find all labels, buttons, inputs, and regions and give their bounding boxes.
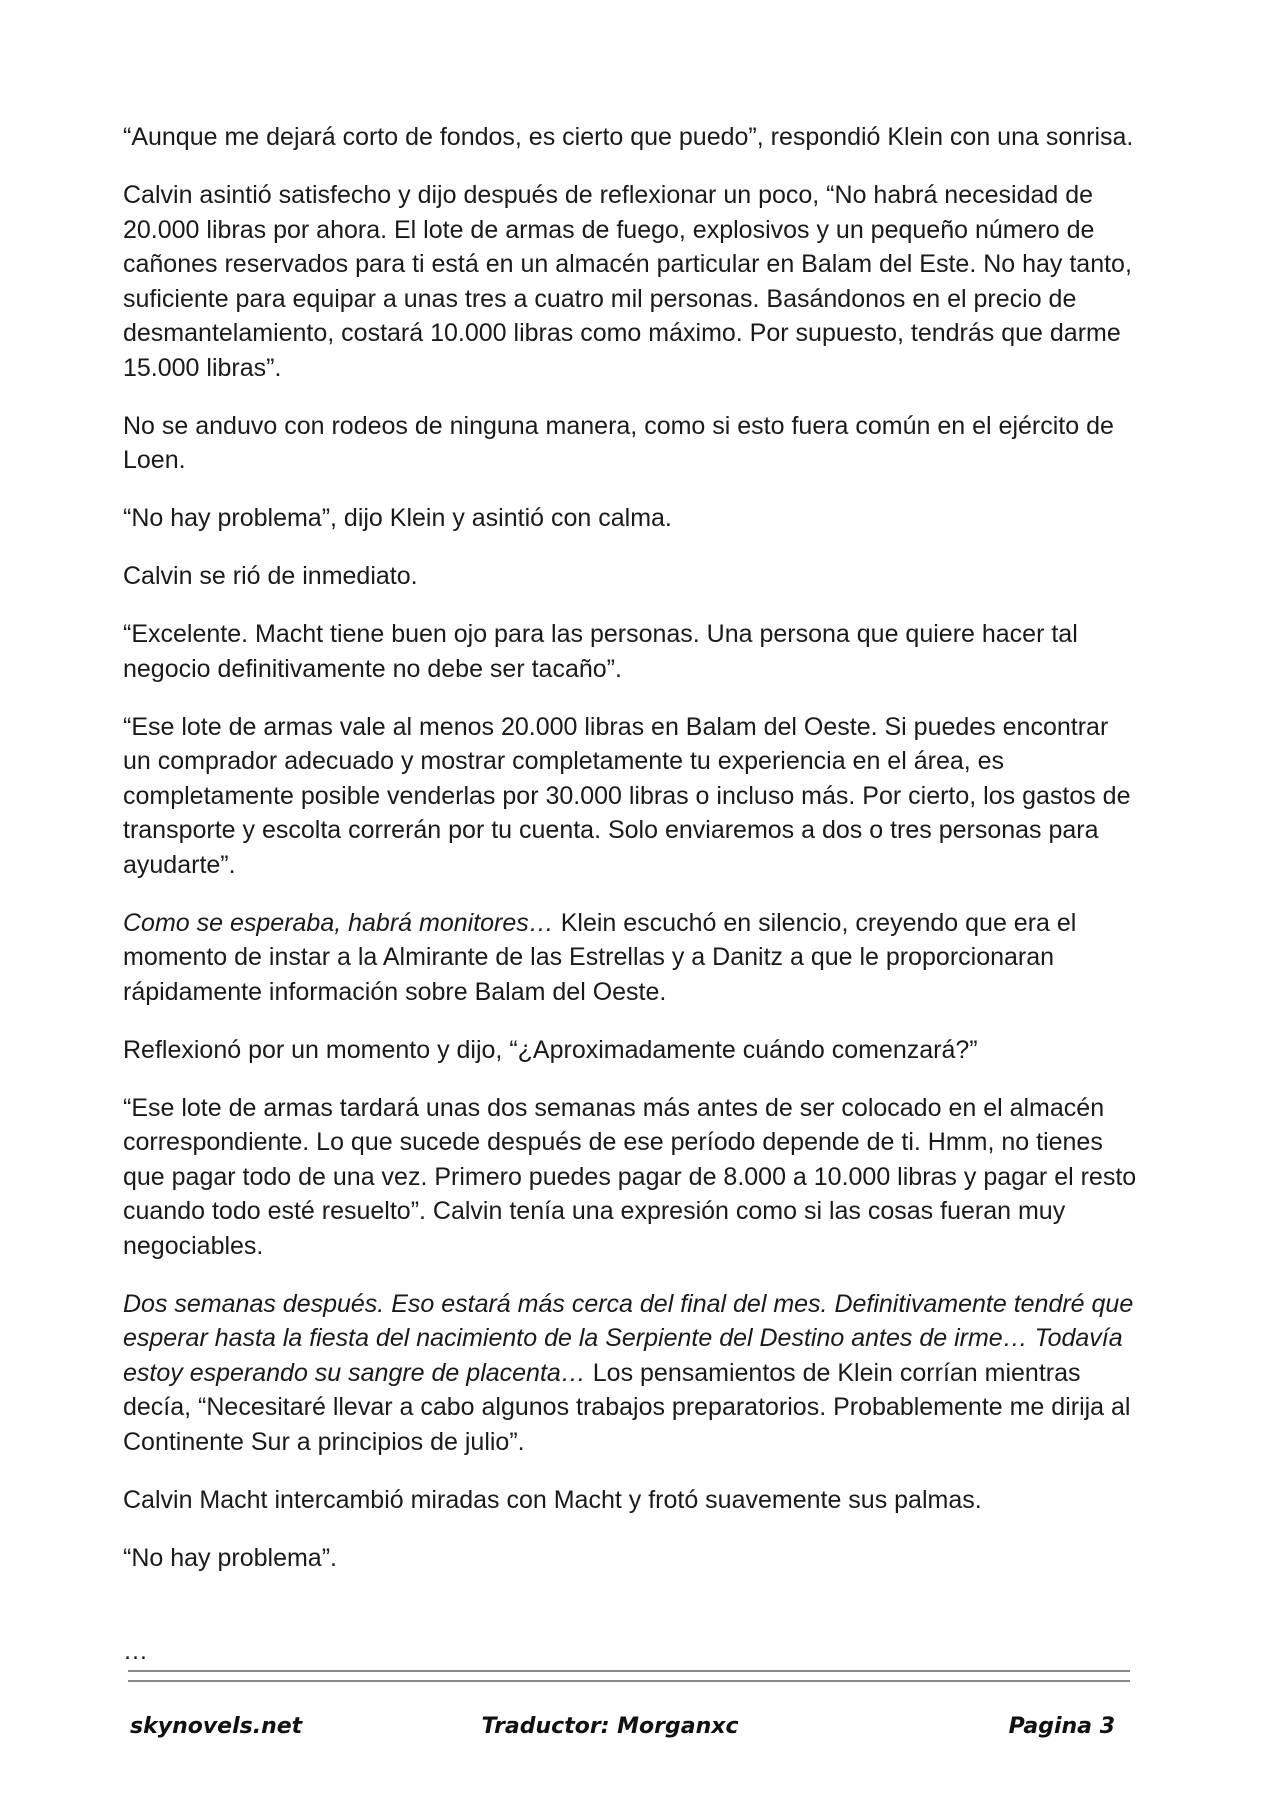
paragraph [123,1541,1143,1576]
paragraph [123,1287,1143,1460]
paragraph-text: Calvin se rió de inmediato. [123,562,418,590]
body-text [123,120,1143,1599]
paragraph [123,1483,1143,1518]
paragraph-text: “Excelente. Macht tiene buen ojo para las personas. Una persona que quiere hacer tal negocio definitivamente no debe ser tacaño”. [123,620,1078,683]
paragraph-text: “Aunque me dejará corto de fondos, es cierto que puedo”, respondió Klein con una sonrisa. [123,123,1134,151]
footer-page-number: Pagina 3 [1008,1714,1115,1739]
paragraph [123,1091,1143,1264]
paragraph-text: “Ese lote de armas tardará unas dos semanas más antes de ser colocado en el almacén correspondiente. Lo que sucede después de ese período depende de ti. Hmm, no tienes que pagar todo de una vez. Primero puedes pagar de 8.000 a 10.000 libras y pagar el resto cuando todo esté resuelto”. Calvin tenía una expresión como si las cosas fueran muy negociables. [123,1093,1137,1260]
paragraph [123,1033,1143,1068]
paragraph-text: “No hay problema”. [123,1543,337,1572]
footer-rule-top [128,1670,1130,1672]
paragraph [123,710,1143,883]
paragraph-italic-text: Como se esperaba, habrá monitores… [123,908,554,937]
paragraph-text: No se anduvo con rodeos de ninguna manera, como si esto fuera común en el ejército de Loen. [123,411,1114,474]
paragraph-text: Calvin asintió satisfecho y dijo después de reflexionar un poco, “No habrá necesidad de 20.000 libras por ahora. El lote de armas de fuego, explosivos y un pequeño número de cañones reservados para ti está en un almacén particular en Balam del Este. No hay tanto, suficiente para equipar a unas tres a cuatro mil personas. Basándonos en el precio de desmantelamiento, costará 10.000 libras como máximo. Por supuesto, tendrás que darme 15.000 libras”. [123,181,1132,382]
paragraph [123,906,1143,1010]
paragraph-text: Los pensamientos de Klein corrían mientras decía, “Necesitaré llevar a cabo algunos trabajos preparatorios. Probablemente me dirija al Continente Sur a principios de julio”. [123,1358,1131,1456]
footer-rule-bottom [128,1680,1130,1682]
paragraph-text: Klein escuchó en silencio, creyendo que era el momento de instar a la Almirante de las Estrellas y a Danitz a que le proporcionaran rápidamente información sobre Balam del Oeste. [123,908,1077,1006]
section-break-ellipsis: … [123,1637,148,1665]
footer-site: skynovels.net [130,1714,303,1739]
paragraph [123,178,1143,385]
footer-translator: Traductor: Morganxc [481,1714,739,1739]
paragraph-text: Calvin Macht intercambió miradas con Macht y frotó suavemente sus palmas. [123,1485,982,1514]
paragraph-text: Reflexionó por un momento y dijo, “¿Aproximadamente cuándo comenzará?” [123,1035,978,1064]
paragraph [123,617,1143,686]
paragraph [123,409,1143,478]
paragraph-text: “Ese lote de armas vale al menos 20.000 libras en Balam del Oeste. Si puedes encontrar un comprador adecuado y mostrar completamente tu experiencia en el área, es completamente posible venderlas por 30.000 libras o incluso más. Por cierto, los gastos de transporte y escolta correrán por tu cuenta. Solo enviaremos a dos o tres personas para ayudarte”. [123,712,1131,879]
paragraph [123,559,1143,594]
paragraph [123,120,1143,155]
paragraph-text: “No hay problema”, dijo Klein y asintió con calma. [123,504,672,532]
paragraph [123,501,1143,536]
paragraph-italic-text: Dos semanas después. Eso estará más cerca del final del mes. Definitivamente tendré que esperar hasta la fiesta del nacimiento de la Serpiente del Destino antes de irme… Todavía estoy esperando su sangre de placenta… [123,1289,1134,1387]
